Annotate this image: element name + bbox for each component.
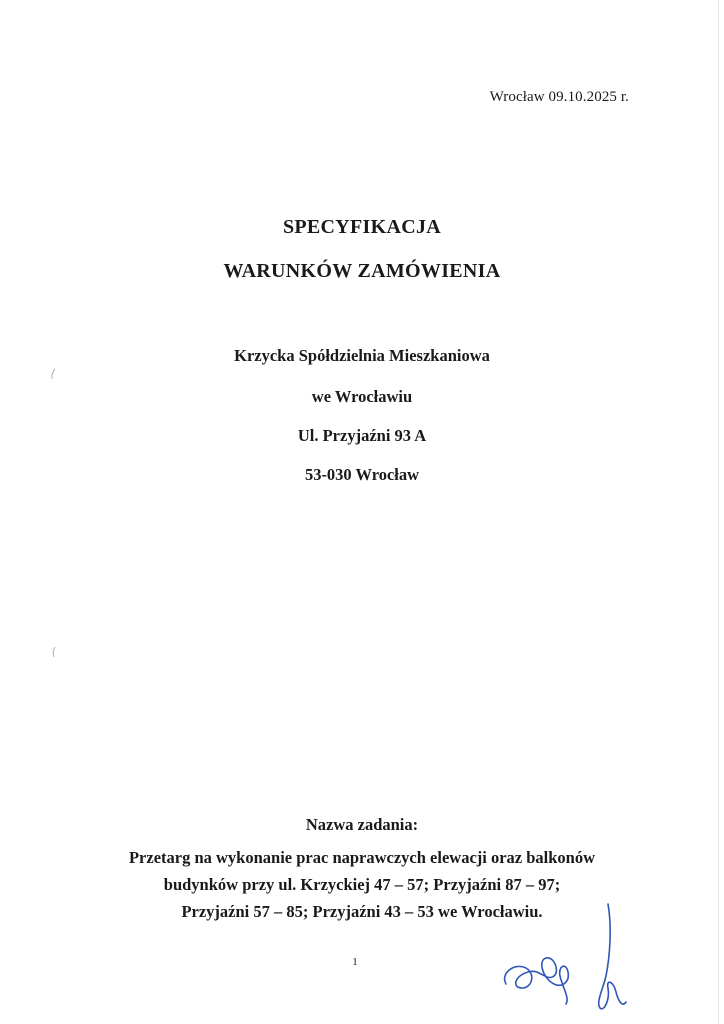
task-description-line-3: Przyjaźni 57 – 85; Przyjaźni 43 – 53 we Wrocławiu. — [181, 902, 543, 921]
document-title-line-1: SPECYFIKACJA — [282, 216, 442, 238]
organization-postal: 53-030 Wrocław — [304, 465, 420, 484]
page-number: 1 — [352, 956, 358, 968]
document-date: Wrocław 09.10.2025 r. — [489, 89, 629, 105]
organization-street: Ul. Przyjaźni 93 A — [297, 426, 427, 445]
organization-city-line: we Wrocławiu — [311, 387, 413, 406]
organization-name: Krzycka Spółdzielnia Mieszkaniowa — [234, 346, 490, 365]
margin-mark — [48, 368, 58, 380]
handwritten-signature — [496, 896, 646, 1016]
document-title-line-2: WARUNKÓW ZAMÓWIENIA — [223, 260, 501, 282]
task-description-line-2: budynków przy ul. Krzyckiej 47 – 57; Przyjaźni 87 – 97; — [163, 875, 561, 894]
margin-mark — [49, 646, 59, 658]
task-name-label: Nazwa zadania: — [305, 815, 419, 834]
scan-edge-line — [718, 0, 719, 1024]
task-description-line-1: Przetarg na wykonanie prac naprawczych elewacji oraz balkonów — [128, 848, 596, 867]
